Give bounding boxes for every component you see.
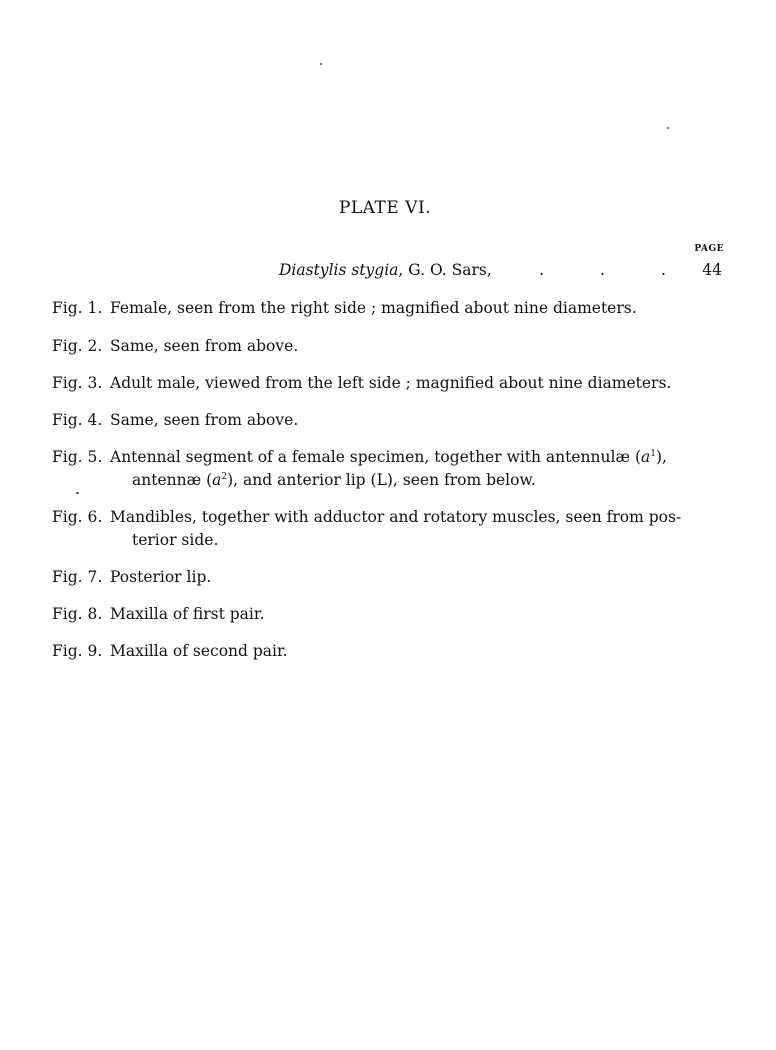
caption-variable: a <box>641 448 651 466</box>
caption-line <box>110 446 677 469</box>
dot-leader: . <box>600 261 605 279</box>
figure-number: Fig. 5. <box>52 448 103 466</box>
figure-entry-9 <box>52 640 677 663</box>
caption-text: ), <box>656 448 667 466</box>
figure-number: Fig. 8. <box>52 605 103 623</box>
figure-number: Fig. 9. <box>52 642 103 660</box>
figure-caption: Female, seen from the right side ; magnified about nine diameters. <box>110 299 637 317</box>
scan-speck <box>320 63 322 65</box>
page-column-label: PAGE <box>694 244 724 254</box>
figure-number: Fig. 6. <box>52 508 103 526</box>
caption-text: Antennal segment of a female specimen, together with antennulæ ( <box>110 448 642 466</box>
caption-text: antennæ ( <box>132 471 213 489</box>
figure-caption: Adult male, viewed from the left side ; magnified about nine diameters. <box>110 374 672 392</box>
figure-caption <box>110 506 682 552</box>
figure-entry-8 <box>52 603 677 626</box>
plate-title: PLATE VI. <box>338 198 432 218</box>
caption-variable: a <box>212 471 222 489</box>
figure-caption <box>110 446 677 492</box>
figure-entry-7 <box>52 566 677 589</box>
figure-caption: Maxilla of first pair. <box>110 605 265 623</box>
figure-number: Fig. 7. <box>52 568 103 586</box>
figure-list <box>52 297 682 663</box>
species-entry <box>279 261 722 279</box>
caption-line <box>110 469 677 492</box>
figure-number: Fig. 1. <box>52 299 103 317</box>
species-author: , G. O. Sars, <box>398 261 492 279</box>
species-page-number: 44 <box>702 261 722 279</box>
figure-caption: Same, seen from above. <box>110 337 299 355</box>
figure-entry-3 <box>52 372 677 395</box>
caption-line: terior side. <box>132 531 219 549</box>
dot-leader: . <box>539 261 544 279</box>
figure-caption: Maxilla of second pair. <box>110 642 288 660</box>
figure-caption: Same, seen from above. <box>110 411 299 429</box>
figure-number: Fig. 3. <box>52 374 103 392</box>
figure-entry-5 <box>52 446 677 492</box>
figure-number: Fig. 2. <box>52 337 103 355</box>
caption-text: ), and anterior lip (L), seen from below. <box>227 471 536 489</box>
dot-leader: . <box>661 261 666 279</box>
scan-speck <box>667 127 669 129</box>
caption-superscript: 2 <box>221 471 228 482</box>
species-name: Diastylis stygia <box>279 261 399 279</box>
figure-entry-4 <box>52 409 677 432</box>
figure-entry-2 <box>52 335 677 358</box>
figure-entry-6 <box>52 506 682 552</box>
caption-superscript: 1 <box>650 448 656 459</box>
figure-entry-1 <box>52 297 677 320</box>
figure-caption: Posterior lip. <box>110 568 212 586</box>
dot-leaders <box>539 261 722 279</box>
figure-number: Fig. 4. <box>52 411 103 429</box>
caption-line: Mandibles, together with adductor and rotatory muscles, seen from pos- <box>110 508 682 526</box>
